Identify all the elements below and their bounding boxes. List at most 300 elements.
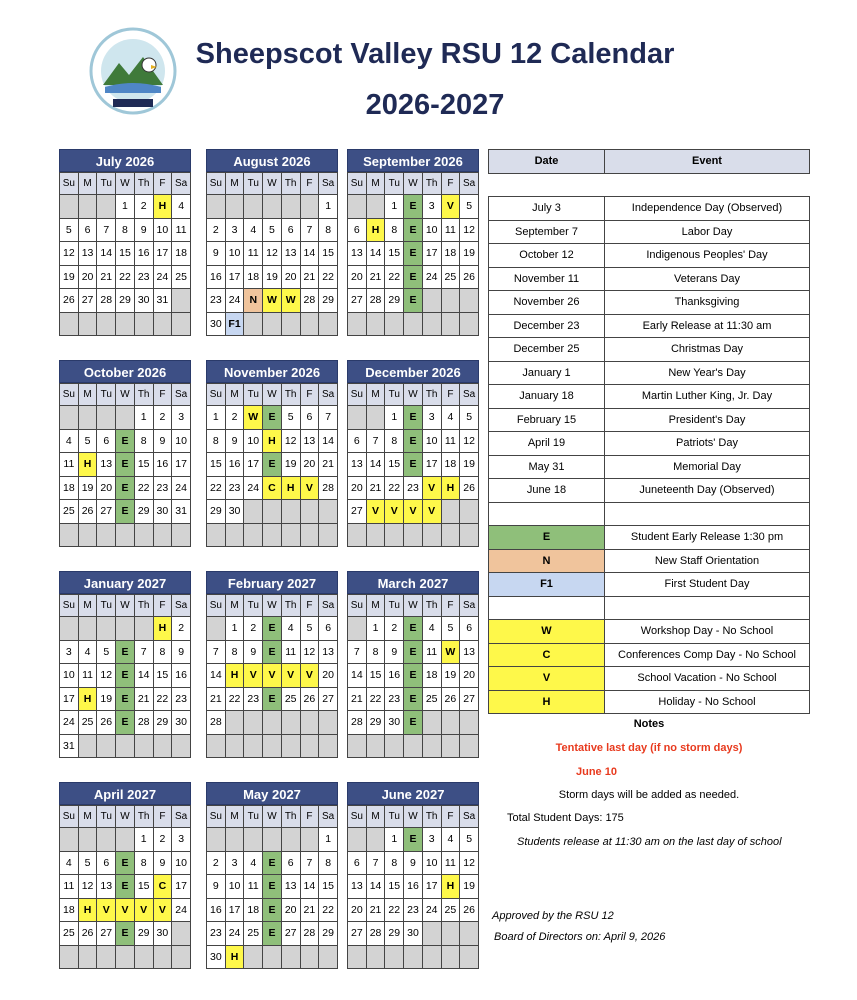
empty-day: [300, 312, 319, 336]
empty-day: [281, 312, 300, 336]
day-cell: 15: [207, 453, 226, 477]
empty-day: [348, 406, 367, 430]
empty-day: [441, 523, 460, 547]
total-days: Total Student Days: 175: [507, 812, 624, 824]
day-cell: 28: [207, 711, 226, 735]
day-cell: 5: [460, 406, 479, 430]
day-cell: 13: [348, 875, 367, 899]
weekday-header: Tu: [97, 173, 116, 195]
empty-day: [263, 711, 282, 735]
day-cell: 30: [134, 289, 153, 313]
empty-day: [281, 500, 300, 524]
empty-day: [404, 312, 423, 336]
empty-day: [225, 734, 244, 758]
day-cell: 11: [78, 664, 97, 688]
weekday-header: W: [263, 806, 282, 828]
weekday-header: M: [225, 595, 244, 617]
weekday-header: Sa: [460, 384, 479, 406]
holiday-date: June 18: [489, 479, 605, 503]
holiday-row: [489, 267, 810, 291]
coded-day: H: [441, 476, 460, 500]
day-cell: 12: [460, 429, 479, 453]
day-cell: 12: [78, 875, 97, 899]
day-cell: 17: [225, 265, 244, 289]
day-cell: 11: [441, 851, 460, 875]
empty-day: [97, 617, 116, 641]
holiday-date: December 25: [489, 338, 605, 362]
day-cell: 15: [385, 875, 404, 899]
empty-day: [366, 734, 385, 758]
empty-day: [348, 828, 367, 852]
coded-day: E: [263, 922, 282, 946]
empty-day: [60, 195, 79, 219]
empty-day: [385, 734, 404, 758]
weekday-header: Su: [207, 173, 226, 195]
empty-day: [207, 734, 226, 758]
day-cell: 23: [225, 476, 244, 500]
legend-code: E: [489, 526, 605, 550]
empty-day: [404, 945, 423, 969]
empty-day: [404, 523, 423, 547]
empty-day: [134, 617, 153, 641]
coded-day: E: [116, 429, 135, 453]
month-title: January 2027: [59, 571, 191, 594]
day-cell: 24: [422, 898, 441, 922]
month-title: February 2027: [206, 571, 338, 594]
empty-day: [300, 828, 319, 852]
day-cell: 21: [366, 476, 385, 500]
empty-day: [441, 500, 460, 524]
day-cell: 14: [97, 242, 116, 266]
coded-day: V: [134, 898, 153, 922]
empty-day: [225, 711, 244, 735]
month-title: July 2026: [59, 149, 191, 172]
day-cell: 24: [153, 265, 172, 289]
empty-day: [366, 312, 385, 336]
day-cell: 5: [460, 195, 479, 219]
weekday-header: W: [404, 806, 423, 828]
holiday-date: April 19: [489, 432, 605, 456]
day-cell: 16: [134, 242, 153, 266]
holiday-row: [489, 220, 810, 244]
day-cell: 27: [281, 922, 300, 946]
weekday-header: W: [404, 173, 423, 195]
day-cell: 1: [225, 617, 244, 641]
empty-day: [244, 828, 263, 852]
weekday-header: W: [263, 384, 282, 406]
day-cell: 22: [319, 265, 338, 289]
day-cell: 21: [348, 687, 367, 711]
day-cell: 2: [225, 406, 244, 430]
empty-day: [153, 734, 172, 758]
weekday-header: F: [441, 384, 460, 406]
coded-day: V: [404, 500, 423, 524]
day-cell: 28: [300, 922, 319, 946]
day-cell: 19: [460, 875, 479, 899]
day-cell: 23: [207, 289, 226, 313]
weekday-header: Th: [422, 806, 441, 828]
weekday-header: Th: [134, 806, 153, 828]
weekday-header: F: [441, 595, 460, 617]
weekday-header: Sa: [172, 806, 191, 828]
day-cell: 20: [300, 453, 319, 477]
weekday-header: W: [116, 384, 135, 406]
day-cell: 7: [134, 640, 153, 664]
legend-row: [489, 549, 810, 573]
empty-day: [366, 828, 385, 852]
coded-day: C: [153, 875, 172, 899]
coded-day: W: [281, 289, 300, 313]
weekday-header: F: [300, 806, 319, 828]
district-logo: [85, 27, 181, 115]
empty-day: [460, 312, 479, 336]
legend-row: [489, 526, 810, 550]
empty-day: [422, 922, 441, 946]
day-cell: 22: [366, 687, 385, 711]
day-cell: 1: [385, 828, 404, 852]
day-cell: 13: [97, 453, 116, 477]
legend-code: C: [489, 643, 605, 667]
day-cell: 8: [366, 640, 385, 664]
weekday-header: Tu: [97, 595, 116, 617]
empty-day: [366, 195, 385, 219]
day-cell: 8: [385, 851, 404, 875]
day-cell: 17: [422, 875, 441, 899]
day-cell: 9: [404, 851, 423, 875]
day-cell: 19: [460, 453, 479, 477]
holiday-name: President's Day: [605, 408, 810, 432]
day-cell: 16: [225, 453, 244, 477]
coded-day: E: [116, 476, 135, 500]
empty-day: [207, 195, 226, 219]
weekday-header: Sa: [172, 173, 191, 195]
day-cell: 9: [207, 875, 226, 899]
empty-day: [116, 406, 135, 430]
empty-day: [300, 734, 319, 758]
empty-day: [172, 945, 191, 969]
holiday-name: Independence Day (Observed): [605, 197, 810, 221]
empty-day: [441, 312, 460, 336]
day-cell: 14: [366, 242, 385, 266]
empty-day: [460, 734, 479, 758]
day-cell: 23: [134, 265, 153, 289]
coded-day: E: [263, 640, 282, 664]
day-cell: 21: [97, 265, 116, 289]
empty-day: [60, 523, 79, 547]
empty-day: [97, 945, 116, 969]
empty-day: [422, 289, 441, 313]
weekday-header: F: [300, 595, 319, 617]
day-cell: 1: [134, 406, 153, 430]
coded-day: E: [404, 687, 423, 711]
day-cell: 6: [348, 218, 367, 242]
coded-day: E: [404, 640, 423, 664]
day-cell: 28: [319, 476, 338, 500]
day-cell: 4: [60, 851, 79, 875]
day-cell: 6: [78, 218, 97, 242]
coded-day: E: [404, 711, 423, 735]
day-cell: 26: [300, 687, 319, 711]
weekday-header: Tu: [385, 384, 404, 406]
day-cell: 6: [97, 429, 116, 453]
day-cell: 2: [244, 617, 263, 641]
empty-day: [281, 711, 300, 735]
day-cell: 30: [385, 711, 404, 735]
tentative-note: Tentative last day (if no storm days): [555, 742, 743, 754]
holiday-name: Christmas Day: [605, 338, 810, 362]
holiday-row: [489, 244, 810, 268]
day-cell: 18: [422, 664, 441, 688]
empty-day: [263, 734, 282, 758]
empty-day: [172, 523, 191, 547]
day-cell: 31: [172, 500, 191, 524]
weekday-header: Tu: [244, 595, 263, 617]
day-cell: 8: [385, 429, 404, 453]
empty-day: [441, 945, 460, 969]
coded-day: V: [281, 664, 300, 688]
day-cell: 17: [225, 898, 244, 922]
holiday-row: [489, 197, 810, 221]
day-cell: 9: [244, 640, 263, 664]
weekday-header: F: [153, 173, 172, 195]
events-panel: [488, 149, 810, 714]
day-cell: 14: [207, 664, 226, 688]
empty-day: [366, 945, 385, 969]
day-cell: 26: [60, 289, 79, 313]
day-cell: 28: [300, 289, 319, 313]
day-cell: 3: [172, 406, 191, 430]
day-cell: 14: [300, 242, 319, 266]
day-cell: 10: [60, 664, 79, 688]
weekday-header: Tu: [244, 806, 263, 828]
day-cell: 12: [460, 851, 479, 875]
month-title: September 2026: [347, 149, 479, 172]
day-cell: 6: [348, 851, 367, 875]
day-cell: 16: [404, 875, 423, 899]
day-cell: 22: [319, 898, 338, 922]
day-cell: 22: [153, 687, 172, 711]
day-cell: 21: [366, 898, 385, 922]
day-cell: 6: [97, 851, 116, 875]
day-cell: 15: [366, 664, 385, 688]
coded-day: E: [116, 875, 135, 899]
day-cell: 4: [441, 406, 460, 430]
month-title: March 2027: [347, 571, 479, 594]
weekday-header: Sa: [319, 173, 338, 195]
empty-day: [172, 289, 191, 313]
day-cell: 11: [441, 429, 460, 453]
event-column-header: Event: [605, 150, 810, 174]
weekday-header: Su: [348, 384, 367, 406]
empty-day: [172, 734, 191, 758]
day-cell: 3: [60, 640, 79, 664]
day-cell: 8: [319, 851, 338, 875]
holiday-row: [489, 361, 810, 385]
day-cell: 24: [244, 476, 263, 500]
day-cell: 9: [225, 429, 244, 453]
day-cell: 1: [207, 406, 226, 430]
day-cell: 17: [153, 242, 172, 266]
day-cell: 28: [97, 289, 116, 313]
day-cell: 18: [172, 242, 191, 266]
day-cell: 15: [134, 875, 153, 899]
day-cell: 17: [422, 242, 441, 266]
coded-day: H: [153, 617, 172, 641]
day-cell: 3: [422, 828, 441, 852]
day-cell: 4: [281, 617, 300, 641]
day-cell: 11: [244, 875, 263, 899]
approval-line-2: Board of Directors on: April 9, 2026: [494, 931, 666, 943]
weekday-header: F: [441, 173, 460, 195]
coded-day: H: [153, 195, 172, 219]
day-cell: 31: [153, 289, 172, 313]
day-cell: 30: [225, 500, 244, 524]
empty-day: [225, 523, 244, 547]
day-cell: 12: [263, 242, 282, 266]
coded-day: H: [78, 687, 97, 711]
day-cell: 19: [281, 453, 300, 477]
empty-day: [97, 195, 116, 219]
weekday-header: Tu: [385, 595, 404, 617]
weekday-header: Th: [422, 384, 441, 406]
empty-day: [134, 734, 153, 758]
day-cell: 15: [153, 664, 172, 688]
day-cell: 21: [300, 898, 319, 922]
coded-day: E: [404, 429, 423, 453]
day-cell: 3: [225, 218, 244, 242]
day-cell: 12: [60, 242, 79, 266]
empty-day: [441, 734, 460, 758]
day-cell: 30: [153, 922, 172, 946]
empty-day: [366, 523, 385, 547]
empty-day: [116, 523, 135, 547]
weekday-header: Tu: [97, 384, 116, 406]
day-cell: 3: [422, 195, 441, 219]
holiday-name: Early Release at 11:30 am: [605, 314, 810, 338]
day-cell: 23: [207, 922, 226, 946]
day-cell: 21: [134, 687, 153, 711]
day-cell: 31: [60, 734, 79, 758]
day-cell: 17: [172, 875, 191, 899]
holiday-date: January 18: [489, 385, 605, 409]
coded-day: V: [116, 898, 135, 922]
empty-day: [422, 734, 441, 758]
day-cell: 1: [385, 406, 404, 430]
weekday-header: W: [404, 384, 423, 406]
day-cell: 2: [207, 851, 226, 875]
weekday-header: M: [78, 806, 97, 828]
day-cell: 6: [348, 429, 367, 453]
day-cell: 11: [422, 640, 441, 664]
month-title: May 2027: [206, 782, 338, 805]
day-cell: 25: [441, 265, 460, 289]
day-cell: 5: [60, 218, 79, 242]
weekday-header: M: [225, 173, 244, 195]
day-cell: 26: [97, 711, 116, 735]
day-cell: 24: [172, 476, 191, 500]
legend-code: N: [489, 549, 605, 573]
day-cell: 9: [134, 218, 153, 242]
empty-day: [263, 500, 282, 524]
empty-day: [319, 945, 338, 969]
day-cell: 23: [172, 687, 191, 711]
release-note: Students release at 11:30 am on the last day of school: [517, 836, 782, 848]
day-cell: 21: [300, 265, 319, 289]
day-cell: 14: [300, 875, 319, 899]
empty-day: [244, 711, 263, 735]
empty-day: [78, 734, 97, 758]
day-cell: 4: [441, 828, 460, 852]
weekday-header: Th: [422, 173, 441, 195]
day-cell: 7: [348, 640, 367, 664]
weekday-header: Th: [281, 806, 300, 828]
empty-day: [441, 711, 460, 735]
day-cell: 15: [319, 242, 338, 266]
empty-day: [244, 734, 263, 758]
coded-day: H: [263, 429, 282, 453]
legend-row: [489, 643, 810, 667]
coded-day: E: [404, 265, 423, 289]
day-cell: 20: [281, 898, 300, 922]
empty-day: [263, 195, 282, 219]
weekday-header: Sa: [319, 384, 338, 406]
day-cell: 27: [348, 289, 367, 313]
empty-day: [460, 500, 479, 524]
day-cell: 24: [172, 898, 191, 922]
day-cell: 26: [460, 265, 479, 289]
coded-day: E: [263, 898, 282, 922]
legend-description: New Staff Orientation: [605, 549, 810, 573]
day-cell: 22: [225, 687, 244, 711]
day-cell: 9: [385, 640, 404, 664]
legend-row: [489, 620, 810, 644]
empty-day: [263, 828, 282, 852]
empty-day: [78, 406, 97, 430]
day-cell: 22: [385, 898, 404, 922]
day-cell: 7: [319, 406, 338, 430]
legend-code: W: [489, 620, 605, 644]
day-cell: 10: [422, 851, 441, 875]
month-calendar: [206, 149, 338, 336]
weekday-header: Th: [281, 173, 300, 195]
day-cell: 9: [153, 851, 172, 875]
day-cell: 13: [78, 242, 97, 266]
empty-day: [78, 617, 97, 641]
weekday-header: Tu: [244, 384, 263, 406]
day-cell: 17: [172, 453, 191, 477]
coded-day: E: [116, 500, 135, 524]
day-cell: 5: [78, 429, 97, 453]
day-cell: 25: [441, 898, 460, 922]
day-cell: 21: [366, 265, 385, 289]
day-cell: 28: [366, 922, 385, 946]
day-cell: 13: [348, 453, 367, 477]
weekday-header: Sa: [319, 806, 338, 828]
empty-day: [60, 617, 79, 641]
day-cell: 16: [385, 664, 404, 688]
day-cell: 29: [207, 500, 226, 524]
day-cell: 5: [78, 851, 97, 875]
day-cell: 26: [460, 476, 479, 500]
weekday-header: Sa: [460, 595, 479, 617]
coded-day: E: [404, 218, 423, 242]
day-cell: 19: [460, 242, 479, 266]
legend-description: Student Early Release 1:30 pm: [605, 526, 810, 550]
legend-code: H: [489, 690, 605, 714]
coded-day: E: [404, 828, 423, 852]
empty-day: [441, 922, 460, 946]
day-cell: 2: [153, 406, 172, 430]
